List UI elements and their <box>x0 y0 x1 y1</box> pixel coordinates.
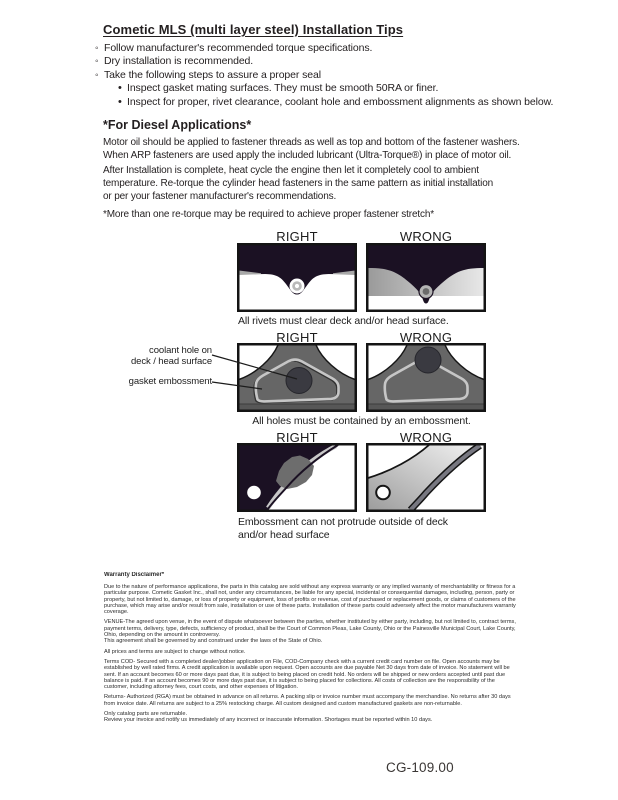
catalog-page-number: CG-109.00 <box>386 760 454 775</box>
tip-item <box>95 69 553 82</box>
page-title: Cometic MLS (multi layer steel) Installation Tips <box>103 22 404 37</box>
warranty-paragraph: Returns- Authorized (RGA) must be obtained in advance on all returns. A packing slip or invoice number must accompany the merchandise. No returns after 30 days from invoice date. All returns are subject to a 25% restocking charge. All custom designed and custom manufactured gaskets are non-returnable. <box>104 694 511 707</box>
warranty-paragraph: Review your invoice and notify us immediately of any incorrect or inaccurate information. Shortages must be reported within 10 days. <box>104 717 433 724</box>
re-torque-note: *More than one re-torque may be required to achieve proper fastener stretch* <box>103 209 435 220</box>
diesel-paragraph-1 <box>103 136 520 162</box>
caption-line: and/or head surface <box>238 528 330 541</box>
circle-bullet-icon: ◦ <box>95 56 99 68</box>
tip-text: Dry installation is recommended. <box>104 55 254 68</box>
embossment-protrusion-wrong-diagram <box>366 443 486 512</box>
coolant-hole-label: coolant hole on <box>149 345 212 356</box>
dot-bullet-icon: • <box>118 95 122 108</box>
figure3-wrong-label: WRONG <box>399 430 453 445</box>
warranty-paragraph: VENUE-The agreed upon venue, in the event of dispute whatsoever between the parties, whether instituted by either party, including, but not limited to, contract terms, payment terms, delivery, type, defects, sufficiency of product, shall be the Court of Common Pleas, Lake County, Ohio or the Painesville Municipal Court, Lake County, Ohio, depending on the amount in controversy. <box>104 619 516 639</box>
warranty-paragraph: Due to the nature of performance applications, the parts in this catalog are sold without any express warranty or any implied warranty of merchantability or fitness for a particular purpose. Cometic Gasket Inc., shall not, under any circumstances, be liable for any special, incidental or consequential damages, including, person, party or property, but not limited to, damage, or loss of property or equipment, loss of profits or revenue, cost of purchased or replacement goods, or claims of customers of the purchase, which may arise and/or result from sale, installation or use of these parts. Installation of these parts could adversely affect the motor manufacturers warranty coverage. <box>104 584 516 616</box>
tip-item <box>95 55 553 68</box>
rivet-clearance-wrong-diagram <box>366 243 486 312</box>
rivet-clearance-right-diagram <box>237 243 357 312</box>
figure1-right-label: RIGHT <box>276 229 318 244</box>
tip-sub-item <box>118 82 553 95</box>
figure3-right-label: RIGHT <box>276 430 318 445</box>
text-line: When ARP fasteners are used apply the included lubricant (Ultra-Torque®) in place of motor oil. <box>103 150 512 161</box>
text-line: After Installation is complete, heat cycle the engine then let it completely cool to ambient <box>103 165 479 176</box>
text-line: or per your fastener manufacturer's recommendations. <box>103 191 337 202</box>
figure2-caption: All holes must be contained by an embossment. <box>252 415 471 427</box>
tip-sub-item <box>118 96 553 109</box>
tip-text: Take the following steps to assure a proper seal <box>104 68 321 81</box>
circle-bullet-icon: ◦ <box>95 43 99 54</box>
warranty-paragraph: This agreement shall be governed by and construed under the laws of the State of Ohio. <box>104 638 323 645</box>
coolant-hole-label: deck / head surface <box>130 355 212 367</box>
annotation-leader-lines <box>108 340 308 400</box>
embossment-protrusion-right-diagram <box>237 443 357 512</box>
figure2-right-label: RIGHT <box>276 330 318 345</box>
warranty-disclaimer-heading: Warranty Disclaimer* <box>104 572 165 578</box>
warranty-paragraph: All prices and terms are subject to change without notice. <box>104 648 246 655</box>
warranty-disclaimer-section <box>104 572 518 757</box>
dot-bullet-icon: • <box>118 82 122 95</box>
tip-text: Inspect gasket mating surfaces. They must be smooth 50RA or finer. <box>127 82 439 95</box>
tips-list <box>95 42 553 109</box>
gasket-embossment-label: gasket embossment <box>128 376 212 387</box>
tip-text: Follow manufacturer's recommended torque specifications. <box>104 42 373 54</box>
text-line: temperature. Re-torque the cylinder head fasteners in the same pattern as initial installation <box>103 178 494 189</box>
diesel-paragraph-2 <box>103 164 493 203</box>
circle-bullet-icon: ◦ <box>95 69 99 81</box>
figure2-wrong-label: WRONG <box>399 330 453 345</box>
warranty-paragraph: Only catalog parts are returnable. <box>104 711 188 718</box>
warranty-paragraph: Terms COD- Secured with a completed dealer/jobber application on File, COD-Company check with a current credit card number on file. Open accounts may be established by well rated firms. A credit application is available upon request. Open accounts are due payable Net 30 days from date of invoice. No statement will be sent. If an account becomes 60 or more days past due, it is subject to being placed on credit hold. No orders will be shipped or new orders accepted until past due balance is paid. If an account becomes 90 or more days past due, it is subject to being placed for collections. All costs of collection are the responsibility of the customer, including attorney fees, court costs, and other expenses of litigation. <box>104 658 510 691</box>
diesel-applications-heading: *For Diesel Applications* <box>103 118 252 132</box>
caption-line: Embossment can not protrude outside of deck <box>238 516 448 528</box>
figure3-caption <box>238 516 448 541</box>
figure1-caption: All rivets must clear deck and/or head surface. <box>238 315 449 327</box>
embossment-containment-wrong-diagram <box>366 343 486 412</box>
text-line: Motor oil should be applied to fastener threads as well as top and bottom of the fastener washers. <box>103 137 520 148</box>
tip-text: Inspect for proper, rivet clearance, coolant hole and embossment alignments as shown below. <box>127 95 554 108</box>
figure1-wrong-label: WRONG <box>399 229 453 244</box>
tip-item <box>95 42 553 55</box>
